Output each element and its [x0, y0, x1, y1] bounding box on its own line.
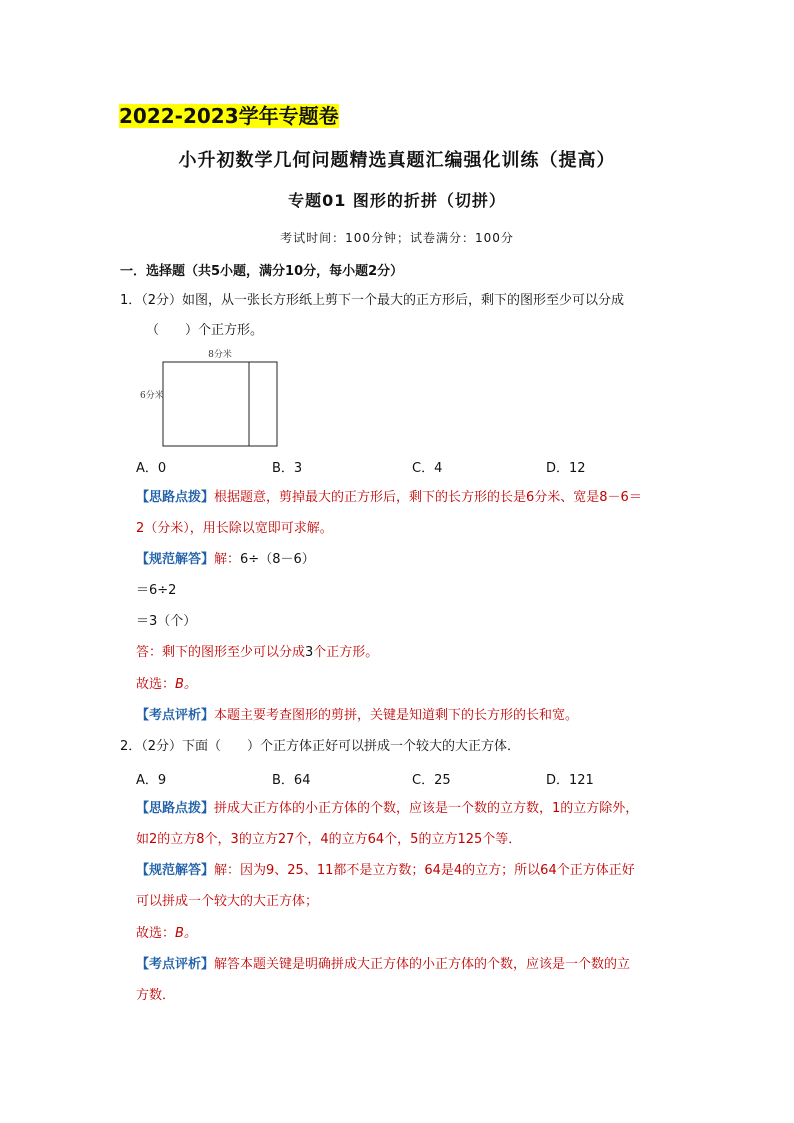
review-text: 本题主要考查图形的剪拼，关键是知道剩下的长方形的长和宽。	[214, 708, 579, 723]
review-tag: 【考点评析】	[136, 957, 215, 972]
q1-review	[136, 707, 578, 725]
q1-hint	[136, 489, 642, 507]
exam-info: 考试时间：100分钟；试卷满分：100分	[280, 231, 514, 245]
year-highlight: 2022-2023	[119, 104, 239, 128]
solution-tag: 【规范解答】	[136, 552, 215, 567]
subtitle: 专题01 图形的折拼（切拼）	[288, 191, 506, 210]
choice-answer: B。	[175, 926, 197, 941]
section-heading: 一．选择题（共5小题，满分10分，每小题2分）	[120, 264, 404, 279]
q1-option-b: B．3	[272, 461, 303, 476]
q1-stem-line1: 1．（2分）如图，从一张长方形纸上剪下一个最大的正方形后，剩下的图形至少可以分成	[120, 293, 625, 308]
hint-text-line1: 拼成大正方体的小正方体的个数，应该是一个数的立方数，1的立方除外，	[214, 801, 639, 816]
q2-option-d: D．121	[546, 773, 594, 788]
hint-tag: 【思路点拨】	[136, 490, 215, 505]
top-length-label: 8分米	[208, 350, 232, 360]
q1-answer	[136, 644, 378, 662]
q2-review	[136, 956, 630, 974]
q1-stem-line2: （ ）个正方形。	[146, 323, 264, 338]
q2-solution	[136, 862, 635, 880]
q1-step2: ＝3（个）	[136, 614, 197, 629]
q2-option-a: A．9	[136, 773, 167, 788]
q1-solution	[136, 551, 315, 569]
q2-solution-line2: 可以拼成一个较大的大正方体；	[136, 894, 319, 909]
choice-answer: B。	[175, 677, 197, 692]
q1-choice	[136, 676, 197, 694]
q1-option-d: D．12	[546, 461, 586, 476]
q1-rectangle-figure	[136, 346, 286, 450]
q2-hint-line2: 如2的立方8个，3的立方27个，4的立方64个，5的立方125个等．	[136, 832, 522, 847]
outer-rectangle	[163, 362, 277, 446]
answer-value: 3	[305, 645, 314, 660]
answer-prefix: 答：剩下的图形至少可以分成	[136, 645, 306, 660]
hint-text-line1: 根据题意，剪掉最大的正方形后，剩下的长方形的长是6分米、宽是8－6＝	[214, 490, 642, 505]
q2-hint	[136, 800, 638, 818]
q1-option-a: A．0	[136, 461, 167, 476]
q2-choice	[136, 925, 197, 943]
solution-tag: 【规范解答】	[136, 863, 215, 878]
q1-hint-line2: 2（分米），用长除以宽即可求解。	[136, 521, 333, 536]
review-text-line1: 解答本题关键是明确拼成大正方体的小正方体的个数，应该是一个数的立	[214, 957, 631, 972]
main-title: 小升初数学几何问题精选真题汇编强化训练（提高）	[178, 150, 616, 171]
hint-tag: 【思路点拨】	[136, 801, 215, 816]
year-banner	[119, 103, 339, 129]
answer-suffix: 个正方形。	[313, 645, 379, 660]
q2-review-line2: 方数．	[136, 988, 176, 1003]
q2-stem: 2．（2分）下面（ ）个正方体正好可以拼成一个较大的大正方体．	[120, 739, 521, 754]
q2-option-c: C．25	[412, 773, 451, 788]
side-length-label: 6分米	[140, 391, 164, 401]
solution-expression: 6÷（8－6）	[240, 552, 315, 567]
choice-prefix: 故选：	[136, 677, 176, 692]
paper-kind: 学年专题卷	[238, 104, 339, 128]
solution-text-line1: 解：因为9、25、11都不是立方数；64是4的立方；所以64个正方体正好	[214, 863, 635, 878]
q2-option-b: B．64	[272, 773, 311, 788]
review-tag: 【考点评析】	[136, 708, 215, 723]
choice-prefix: 故选：	[136, 926, 176, 941]
q1-step1: ＝6÷2	[136, 583, 177, 598]
solution-intro: 解：	[214, 552, 241, 567]
q1-option-c: C．4	[412, 461, 443, 476]
